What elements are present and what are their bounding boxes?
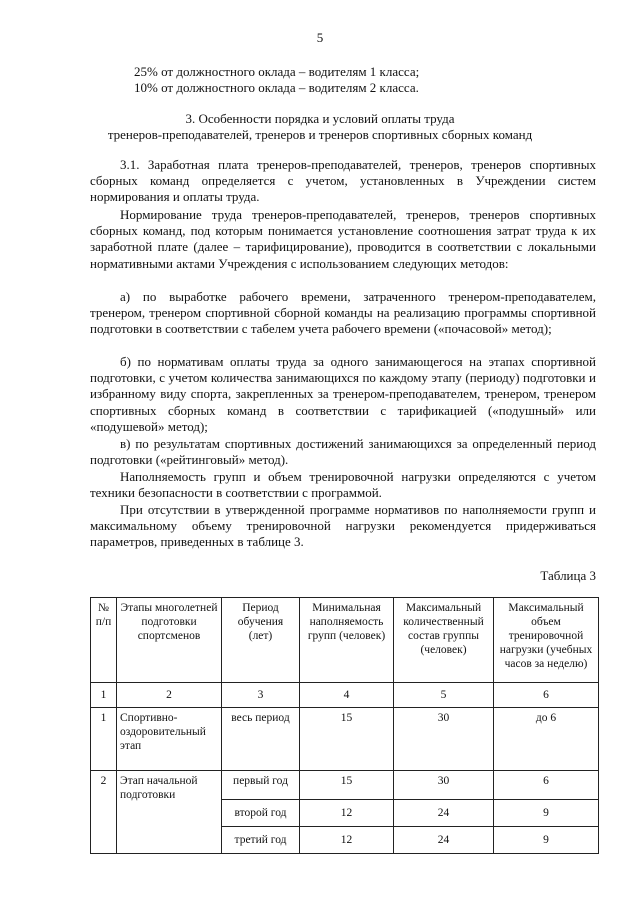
row-load: 6 [494,771,599,800]
column-number: 5 [394,683,494,708]
row-stage: Этап начальной подготовки [117,771,222,854]
table-caption: Таблица 3 [540,568,596,583]
paragraph-3-1: 3.1. Заработная плата тренеров-преподавателей, тренеров, тренеров спортивных сборных команд определяется с учетом, установленных в Учреждении систем нормирования и оплаты труда. [90,157,596,205]
training-parameters-table [90,597,599,854]
section-heading-line-2: тренеров-преподавателей, тренеров и тренеров спортивных сборных команд [107,127,533,142]
row-max: 24 [394,800,494,827]
header-max-group: Максимальный количественный состав группы (человек) [394,598,494,683]
header-min-group: Минимальная наполняемость групп (человек) [300,598,394,683]
intro-line-2: 10% от должностного оклада – водителям 2 класса. [134,80,419,95]
header-max-load: Максимальный объем тренировочной нагрузки (учебных часов за неделю) [494,598,599,683]
row-max: 24 [394,827,494,854]
row-period: первый год [222,771,300,800]
row-max: 30 [394,708,494,771]
row-min: 15 [300,771,394,800]
row-load: 9 [494,827,599,854]
column-number: 6 [494,683,599,708]
row-period: второй год [222,800,300,827]
paragraph-normirovanie: Нормирование труда тренеров-преподавателей, тренеров, тренеров спортивных сборных команд, под которым понимается установление соотношения затрат труда к их заработной плате (далее – тарифицирование), проводится в соответствии с локальными нормативными актами Учреждения с использованием следующих методов: [90,207,596,271]
row-period: весь период [222,708,300,771]
row-period: третий год [222,827,300,854]
row-max: 30 [394,771,494,800]
table-row [91,708,599,771]
row-load: до 6 [494,708,599,771]
paragraph-napolnyaemost: Наполняемость групп и объем тренировочной нагрузки определяются с учетом техники безопасности в соответствии с программой. [90,469,596,501]
column-number: 1 [91,683,117,708]
column-number: 3 [222,683,300,708]
row-min: 12 [300,827,394,854]
row-num: 1 [91,708,117,771]
section-heading-line-1: 3. Особенности порядка и условий оплаты труда [185,111,455,126]
row-min: 12 [300,800,394,827]
header-period: Период обучения (лет) [222,598,300,683]
paragraph-method-a: а) по выработке рабочего времени, затраченного тренером-преподавателем, тренером, тренером спортивной сборной команды на реализацию программы спортивной подготовки в соответствии с табелем учета рабочего времени («почасовой» метод); [90,289,596,337]
paragraph-pri-otsutstvii: При отсутствии в утвержденной программе нормативов по наполняемости групп и максимальному объему тренировочной нагрузки рекомендуется придерживаться параметров, приведенных в таблице 3. [90,502,596,550]
table-column-number-row [91,683,599,708]
header-stage: Этапы многолетней подготовки спортсменов [117,598,222,683]
row-min: 15 [300,708,394,771]
header-num: № п/п [91,598,117,683]
row-num: 2 [91,771,117,854]
row-load: 9 [494,800,599,827]
table-header-row [91,598,599,683]
paragraph-method-v: в) по результатам спортивных достижений занимающихся за определенный период подготовки («рейтинговый» метод). [90,436,596,468]
page-number: 5 [316,30,324,45]
column-number: 4 [300,683,394,708]
table-row [91,771,599,800]
row-stage: Спортивно-оздоровительный этап [117,708,222,771]
intro-line-1: 25% от должностного оклада – водителям 1 класса; [134,64,420,79]
column-number: 2 [117,683,222,708]
paragraph-method-b: б) по нормативам оплаты труда за одного занимающегося на этапах спортивной подготовки, с учетом количества занимающихся по каждому этапу (периоду) подготовки и избранному виду спорта, закрепленных за тренером-преподавателем, тренером, тренером спортивных сборных команд в соответствии с тарификацией («подушный» или «подушевой» метод); [90,354,596,434]
